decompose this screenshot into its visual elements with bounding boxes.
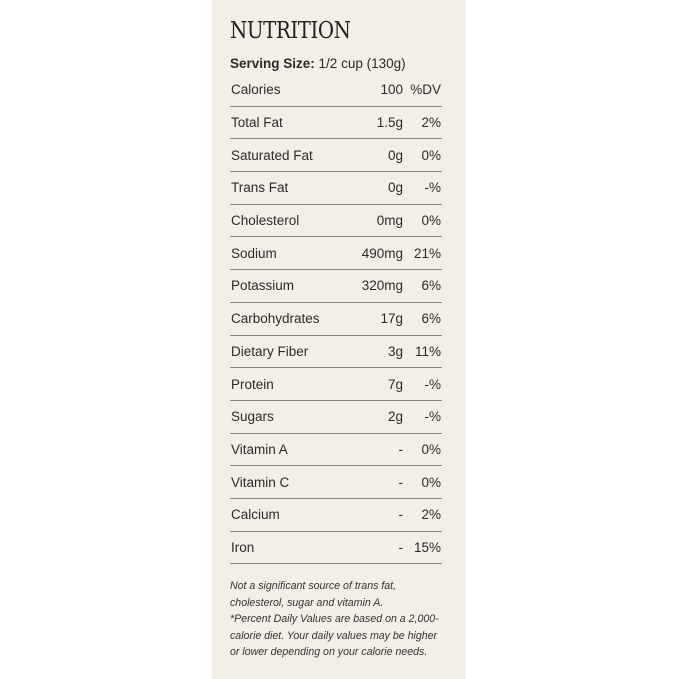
nutrient-dv: 2% (421, 115, 441, 131)
nutrient-row-cholesterol (230, 205, 442, 238)
nutrient-dv: -% (424, 376, 441, 392)
nutrient-amount: - (398, 539, 403, 555)
nutrient-dv: 0% (421, 474, 441, 490)
nutrient-amount: 0g (387, 180, 403, 196)
nutrient-row-vitamin-a (230, 434, 442, 467)
nutrient-row-sodium (230, 237, 442, 270)
nutrient-name: Potassium (231, 278, 295, 294)
nutrient-amount: 7g (387, 376, 403, 392)
nutrient-row-calcium (230, 499, 442, 532)
nutrient-row-dietary-fiber (230, 336, 442, 369)
nutrient-dv: 0% (421, 213, 441, 229)
footnote-daily-values: *Percent Daily Values are based on a 2,000-calorie diet. Your daily values may be higher or lower depending on your calorie needs. (230, 613, 439, 658)
nutrient-name: Carbohydrates (231, 311, 320, 327)
nutrient-name: Iron (231, 539, 255, 555)
nutrient-dv: 2% (421, 507, 441, 523)
nutrient-dv: 0% (421, 147, 441, 163)
nutrient-amount: 0g (387, 147, 403, 163)
nutrition-title: NUTRITION (230, 18, 351, 44)
nutrient-dv: 15% (413, 539, 441, 555)
nutrient-amount: 2g (387, 409, 403, 425)
nutrient-dv: 11% (414, 343, 441, 359)
nutrient-name: Calories (231, 82, 281, 98)
nutrient-row-sugars (230, 401, 442, 434)
nutrition-panel (212, 0, 466, 679)
nutrient-name: Calcium (231, 507, 280, 523)
nutrition-table (230, 74, 442, 564)
nutrient-dv: 6% (421, 311, 441, 327)
nutrient-name: Sodium (231, 245, 277, 261)
nutrient-name: Vitamin A (231, 441, 288, 457)
nutrient-dv: 0% (421, 441, 441, 457)
nutrient-name: Total Fat (231, 115, 283, 131)
nutrient-row-iron (230, 532, 442, 565)
nutrient-name: Saturated Fat (231, 147, 313, 163)
footnotes (230, 578, 448, 661)
nutrient-amount: 17g (380, 311, 403, 327)
nutrient-row-calories (230, 74, 442, 107)
nutrient-name: Cholesterol (231, 213, 300, 229)
nutrient-name: Dietary Fiber (231, 343, 309, 359)
nutrient-row-saturated-fat (230, 139, 442, 172)
nutrient-amount: - (398, 474, 403, 490)
nutrient-amount: 100 (380, 82, 403, 98)
nutrient-amount: 3g (387, 343, 403, 359)
nutrient-name: Protein (231, 376, 274, 392)
nutrient-dv: -% (424, 180, 441, 196)
nutrient-row-total-fat (230, 107, 442, 140)
nutrient-row-trans-fat (230, 172, 442, 205)
serving-size (230, 56, 406, 71)
nutrient-row-carbohydrates (230, 303, 442, 336)
nutrient-amount: 320mg (361, 278, 403, 294)
nutrient-name: Vitamin C (231, 474, 290, 490)
nutrient-row-vitamin-c (230, 466, 442, 499)
nutrient-row-potassium (230, 270, 442, 303)
nutrient-name: Trans Fat (231, 180, 289, 196)
nutrient-dv: %DV (410, 82, 441, 98)
nutrient-amount: 1.5g (376, 115, 403, 131)
nutrient-amount: - (398, 441, 403, 457)
nutrient-dv: 21% (413, 245, 441, 261)
nutrient-amount: 490mg (361, 245, 403, 261)
nutrient-dv: -% (424, 409, 441, 425)
nutrient-row-protein (230, 368, 442, 401)
nutrient-amount: - (398, 507, 403, 523)
nutrient-dv: 6% (421, 278, 441, 294)
serving-size-label: Serving Size: (230, 56, 315, 71)
nutrient-name: Sugars (231, 409, 274, 425)
footnote-significance: Not a significant source of trans fat, cholesterol, sugar and vitamin A. (230, 580, 397, 609)
serving-size-value: 1/2 cup (130g) (318, 56, 406, 71)
nutrient-amount: 0mg (376, 213, 403, 229)
